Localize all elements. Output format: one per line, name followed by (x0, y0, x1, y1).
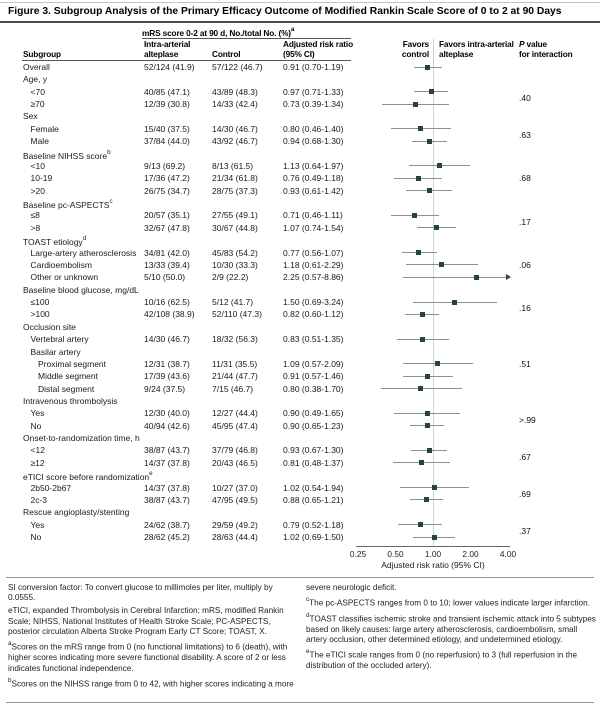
control-value: 5/12 (41.7) (212, 297, 254, 308)
risk-ratio-value: 0.82 (0.60-1.12) (283, 309, 344, 320)
point-estimate-marker (425, 411, 430, 416)
control-value: 43/92 (46.7) (212, 136, 258, 147)
subgroup-label: Proximal segment (38, 358, 107, 369)
subgroup-label: Distal segment (38, 383, 95, 394)
p-value: .69 (519, 488, 531, 499)
subgroup-label: Other or unknown (30, 272, 99, 283)
subgroup-label: 2c-3 (30, 494, 48, 505)
subgroup-label: ≤100 (30, 297, 50, 308)
column-header-control: Control (212, 49, 241, 59)
intraarterial-value: 14/37 (37.8) (144, 482, 190, 493)
x-axis-tick-label: 2.00 (462, 549, 479, 559)
footnote-superscript-e: e (306, 648, 310, 656)
risk-ratio-value: 1.13 (0.64-1.97) (283, 160, 344, 171)
intraarterial-value: 10/16 (62.5) (144, 297, 190, 308)
subgroup-label: Middle segment (38, 371, 99, 382)
column-header-riskratio-line1: Adjusted risk ratio (283, 39, 353, 49)
p-value: .16 (519, 303, 531, 314)
table-row (0, 321, 600, 333)
risk-ratio-value: 2.25 (0.57-8.86) (283, 272, 344, 283)
intraarterial-value: 42/108 (38.9) (144, 309, 195, 320)
superscript-d: d (82, 235, 87, 243)
point-estimate-marker (418, 126, 423, 131)
intraarterial-value: 38/87 (43.7) (144, 445, 190, 456)
intraarterial-value: 32/67 (47.8) (144, 222, 190, 233)
p-value: .40 (519, 92, 531, 103)
subgroup-label: <70 (30, 86, 45, 97)
risk-ratio-value: 0.90 (0.65-1.23) (283, 420, 344, 431)
risk-ratio-value: 0.83 (0.51-1.35) (283, 334, 344, 345)
subgroup-label: Sex (23, 111, 38, 122)
risk-ratio-value: 0.77 (0.56-1.07) (283, 247, 344, 258)
x-axis-tick-label: 0.25 (349, 549, 367, 559)
footnote: $^d$TOAST classifies ischemic stroke and transient ischemic attack into 5 subtypes based on likely causes: large artery atherosclerosis, cardioembolism, small artery occlusion, other determined etiology, and undetermined etiology. (306, 611, 596, 645)
control-value: 11/31 (35.5) (212, 358, 258, 369)
superscript-e: e (149, 470, 153, 478)
subgroup-label: ≥70 (30, 99, 45, 110)
control-value: 47/95 (49.5) (212, 494, 258, 505)
control-value: 43/89 (48.3) (212, 86, 258, 97)
risk-ratio-value: 0.79 (0.52-1.18) (283, 519, 344, 530)
control-value: 12/27 (44.4) (212, 408, 258, 419)
risk-ratio-value: 0.90 (0.49-1.65) (283, 408, 344, 419)
table-row (0, 172, 600, 184)
subgroup-label: Age, y (23, 74, 48, 85)
subgroup-label: Intravenous thrombolysis (23, 395, 118, 406)
subgroup-label: 2b50-2b67 (30, 482, 72, 493)
control-value: 8/13 (61.5) (212, 160, 254, 171)
intraarterial-value: 37/84 (44.0) (144, 136, 190, 147)
table-row (0, 185, 600, 197)
risk-ratio-value: 0.91 (0.70-1.19) (283, 62, 344, 72)
footnote-top-divider (6, 577, 594, 578)
point-estimate-marker (416, 176, 421, 181)
subgroup-label: Cardioembolism (30, 259, 92, 270)
table-row (0, 333, 600, 345)
intraarterial-value: 52/124 (41.9) (144, 62, 195, 72)
control-value: 21/44 (47.7) (212, 371, 258, 382)
risk-ratio-value: 1.50 (0.69-3.24) (283, 297, 344, 308)
point-estimate-marker (427, 448, 432, 453)
footnote-bottom-divider (6, 702, 594, 703)
control-value: 30/67 (44.8) (212, 222, 258, 233)
subgroup-label: Baseline NIHSS score$^b$ (23, 148, 111, 161)
subgroup-label: >20 (30, 185, 45, 196)
footnotes-left-column (8, 583, 298, 693)
point-estimate-marker (452, 300, 457, 305)
footnote: severe neurologic deficit. (306, 583, 397, 592)
point-estimate-marker (432, 485, 437, 490)
point-estimate-marker (416, 250, 421, 255)
risk-ratio-value: 0.97 (0.71-1.33) (283, 86, 344, 97)
point-estimate-marker (474, 275, 479, 280)
table-row (0, 259, 600, 271)
intraarterial-value: 17/36 (47.2) (144, 173, 190, 184)
subgroup-label: eTICI score before randomization$^e$ (23, 470, 153, 483)
table-row (0, 247, 600, 259)
table-row (0, 296, 600, 308)
superscript-c: c (109, 198, 113, 206)
column-header-pvalue-line1: P value (519, 39, 548, 49)
table-row (0, 494, 600, 506)
favors-control-label-line2: control (401, 49, 429, 59)
table-row (0, 457, 600, 469)
intraarterial-value: 12/30 (40.0) (144, 408, 190, 419)
point-estimate-marker (434, 225, 439, 230)
column-header-riskratio-line2: (95% CI) (283, 49, 315, 59)
table-row (0, 358, 600, 370)
risk-ratio-value: 1.02 (0.69-1.50) (283, 532, 344, 543)
subgroup-label: >100 (30, 309, 50, 320)
control-value: 52/110 (47.3) (212, 309, 262, 320)
x-axis-tick-label: 4.00 (499, 549, 517, 559)
intraarterial-value: 14/30 (46.7) (144, 334, 190, 345)
risk-ratio-value: 1.09 (0.57-2.09) (283, 358, 344, 369)
table-row (0, 308, 600, 320)
point-estimate-marker (419, 460, 424, 465)
risk-ratio-value: 1.07 (0.74-1.54) (283, 222, 344, 233)
control-value: 18/32 (56.3) (212, 334, 258, 345)
intraarterial-value: 34/81 (42.0) (144, 247, 190, 258)
favors-alteplase-label-line2: alteplase (439, 49, 474, 59)
risk-ratio-value: 0.93 (0.67-1.30) (283, 445, 344, 456)
table-row (0, 73, 600, 85)
table-row (0, 370, 600, 382)
point-estimate-marker (427, 139, 432, 144)
footnote-superscript-c: c (306, 596, 310, 603)
risk-ratio-value: 0.88 (0.65-1.21) (283, 494, 344, 505)
p-value: .51 (519, 358, 531, 369)
table-row (0, 160, 600, 172)
subgroup-label: ≥12 (30, 457, 45, 468)
risk-ratio-value: 0.80 (0.38-1.70) (283, 383, 344, 394)
column-group-header: mRS score 0-2 at 90 d, No./total No. (%)$^a$ (142, 26, 295, 38)
control-value: 45/95 (47.4) (212, 420, 258, 431)
subgroup-label: Onset-to-randomization time, h (23, 433, 140, 444)
point-estimate-marker (435, 361, 440, 366)
superscript-a: a (290, 26, 295, 33)
point-estimate-marker (432, 535, 437, 540)
point-estimate-marker (420, 312, 425, 317)
intraarterial-value: 24/62 (38.7) (144, 519, 190, 530)
intraarterial-value: 40/85 (47.1) (144, 86, 190, 97)
intraarterial-value: 40/94 (42.6) (144, 420, 190, 431)
subgroup-label: Baseline pc-ASPECTS$^c$ (23, 198, 113, 210)
subgroup-label: Female (30, 123, 59, 134)
control-value: 45/83 (54.2) (212, 247, 258, 258)
subgroup-label: Occlusion site (23, 321, 76, 332)
x-axis (356, 546, 510, 547)
point-estimate-marker (418, 386, 423, 391)
subgroup-label: Male (30, 136, 49, 147)
subgroup-label: <10 (30, 160, 45, 171)
control-value: 37/79 (46.8) (212, 445, 258, 456)
risk-ratio-value: 0.93 (0.61-1.42) (283, 185, 344, 196)
footnote: eTICI, expanded Thrombolysis in Cerebral Infarction; mRS, modified Rankin Scale; NIHSS, National Institutes of Health Stroke Scale; PC-ASPECTS, posterior circulation Alberta Stroke Program Early CT Score; TOAST, X. (8, 606, 284, 637)
table-row (0, 110, 600, 122)
risk-ratio-value: 0.76 (0.49-1.18) (283, 173, 344, 184)
table-row (0, 148, 600, 160)
x-axis-tick-label: 0.50 (387, 549, 404, 559)
subgroup-label: Basilar artery (30, 346, 81, 357)
control-value: 29/59 (49.2) (212, 519, 258, 530)
point-estimate-marker (412, 213, 417, 218)
footnotes-right-column (306, 583, 596, 674)
footnote: $^a$Scores on the mRS range from 0 (no functional limitations) to 6 (death), with higher scores indicating more severe functional disability. A score of 2 or less indicates functional independence. (8, 640, 288, 673)
control-value: 28/75 (37.3) (212, 185, 258, 196)
risk-ratio-value: 0.81 (0.48-1.37) (283, 457, 344, 468)
intraarterial-value: 38/87 (43.7) (144, 494, 190, 505)
table-row (0, 123, 600, 135)
subgroup-label: Vertebral artery (30, 334, 89, 345)
footnote: SI conversion factor: To convert glucose to millimoles per liter, multiply by 0.0555. (8, 583, 273, 603)
risk-ratio-value: 0.94 (0.68-1.30) (283, 136, 344, 147)
favors-control-label-line1: Favors (402, 39, 429, 49)
column-header-intraarterial-line2: alteplase (144, 49, 179, 59)
point-estimate-marker (413, 102, 418, 107)
table-row (0, 407, 600, 419)
arrow-right-icon (506, 274, 511, 280)
subgroup-label: <12 (30, 445, 45, 456)
table-row (0, 98, 600, 110)
subgroup-label: ≤8 (30, 210, 40, 221)
subgroup-label: No (30, 532, 42, 543)
table-row (0, 271, 600, 283)
table-row (0, 519, 600, 531)
subgroup-label: No (30, 420, 42, 431)
point-estimate-marker (437, 163, 442, 168)
intraarterial-value: 13/33 (39.4) (144, 259, 190, 270)
footnote: $^c$The pc-ASPECTS ranges from 0 to 10; lower values indicate larger infarction. (306, 596, 590, 608)
point-estimate-marker (424, 497, 429, 502)
point-estimate-marker (425, 423, 430, 428)
control-value: 14/33 (42.4) (212, 99, 258, 110)
p-value: .17 (519, 216, 531, 227)
x-axis-title: Adjusted risk ratio (95% CI) (381, 560, 485, 570)
subgroup-label: Overall (23, 62, 50, 72)
superscript-b: b (107, 148, 111, 156)
table-row (0, 234, 600, 246)
control-value: 2/9 (22.2) (212, 272, 249, 283)
table-row (0, 531, 600, 543)
table-row (0, 444, 600, 456)
subgroup-label: Rescue angioplasty/stenting (23, 507, 130, 518)
table-row (0, 209, 600, 221)
title-divider (0, 21, 600, 23)
footnote-superscript-b: b (8, 676, 12, 684)
intraarterial-value: 9/13 (69.2) (144, 160, 186, 171)
subgroup-label: Yes (30, 519, 45, 530)
control-value: 57/122 (46.7) (212, 62, 263, 72)
table-row (0, 383, 600, 395)
favors-alteplase-label-line1: Favors intra-arterial (439, 39, 514, 49)
control-value: 21/34 (61.8) (212, 173, 258, 184)
point-estimate-marker (418, 522, 423, 527)
figure-title: Figure 3. Subgroup Analysis of the Primary Efficacy Outcome of Modified Rankin Scale Score of 0 to 2 at 90 Days (8, 6, 562, 17)
table-row (0, 506, 600, 518)
intraarterial-value: 20/57 (35.1) (144, 210, 190, 221)
table-row (0, 395, 600, 407)
intraarterial-value: 9/24 (37.5) (144, 383, 186, 394)
subgroup-label: 10-19 (30, 173, 53, 184)
intraarterial-value: 17/39 (43.6) (144, 371, 190, 382)
top-divider (0, 2, 600, 3)
point-estimate-marker (420, 337, 425, 342)
table-row (0, 284, 600, 296)
intraarterial-value: 28/62 (45.2) (144, 532, 190, 543)
table-row (0, 135, 600, 147)
table-row (0, 469, 600, 481)
footnote: $^b$Scores on the NIHSS range from 0 to 42, with higher scores indicating a more (8, 676, 294, 689)
intraarterial-value: 12/39 (30.8) (144, 99, 190, 110)
risk-ratio-value: 0.71 (0.46-1.11) (283, 210, 343, 221)
point-estimate-marker (439, 262, 444, 267)
control-value: 7/15 (46.7) (212, 383, 254, 394)
point-estimate-marker (429, 89, 434, 94)
column-header-pvalue-line2: for interaction (519, 49, 573, 59)
table-row (0, 420, 600, 432)
p-value: .37 (519, 525, 531, 536)
subgroup-label: TOAST etiology$^d$ (23, 235, 87, 247)
point-estimate-marker (425, 65, 430, 70)
intraarterial-value: 14/37 (37.8) (144, 457, 190, 468)
p-value: .67 (519, 451, 531, 462)
x-axis-tick-label: 1.00 (424, 549, 442, 559)
control-value: 27/55 (49.1) (212, 210, 258, 221)
p-value: .68 (519, 173, 531, 184)
table-row (0, 222, 600, 234)
control-value: 14/30 (46.7) (212, 123, 258, 134)
risk-ratio-value: 1.18 (0.61-2.29) (283, 259, 344, 270)
intraarterial-value: 26/75 (34.7) (144, 185, 190, 196)
subgroup-label: Yes (30, 408, 45, 419)
point-estimate-marker (425, 374, 430, 379)
footnote-superscript-a: a (8, 640, 12, 648)
point-estimate-marker (427, 188, 432, 193)
p-value: .06 (519, 259, 531, 270)
subgroup-label: >8 (30, 222, 41, 233)
table-row (0, 346, 600, 358)
column-header-subgroup: Subgroup (23, 49, 61, 59)
control-value: 10/27 (37.0) (212, 482, 258, 493)
risk-ratio-value: 0.80 (0.46-1.40) (283, 123, 344, 134)
risk-ratio-value: 0.73 (0.39-1.34) (283, 99, 344, 110)
intraarterial-value: 12/31 (38.7) (144, 358, 190, 369)
footnote: $^e$The eTICI scale ranges from 0 (no reperfusion) to 3 (full reperfusion in the distribution of the occluded artery). (306, 648, 578, 671)
column-header-intraarterial-line1: Intra-arterial (144, 39, 191, 49)
table-row (0, 86, 600, 98)
intraarterial-value: 15/40 (37.5) (144, 123, 190, 134)
table-row (0, 482, 600, 494)
footnote-superscript-d: d (306, 611, 310, 619)
control-value: 20/43 (46.5) (212, 457, 258, 468)
confidence-interval-line (403, 277, 508, 278)
control-value: 28/63 (44.4) (212, 532, 258, 543)
subgroup-label: Large-artery atherosclerosis (30, 247, 137, 258)
intraarterial-value: 5/10 (50.0) (144, 272, 186, 283)
control-value: 10/30 (33.3) (212, 259, 258, 270)
table-row (0, 61, 600, 73)
p-value: >.99 (519, 414, 536, 425)
risk-ratio-value: 1.02 (0.54-1.94) (283, 482, 344, 493)
table-row (0, 197, 600, 209)
subgroup-label: Baseline blood glucose, mg/dL (23, 284, 139, 295)
p-value: .63 (519, 130, 531, 141)
risk-ratio-value: 0.91 (0.57-1.46) (283, 371, 344, 382)
table-row (0, 432, 600, 444)
